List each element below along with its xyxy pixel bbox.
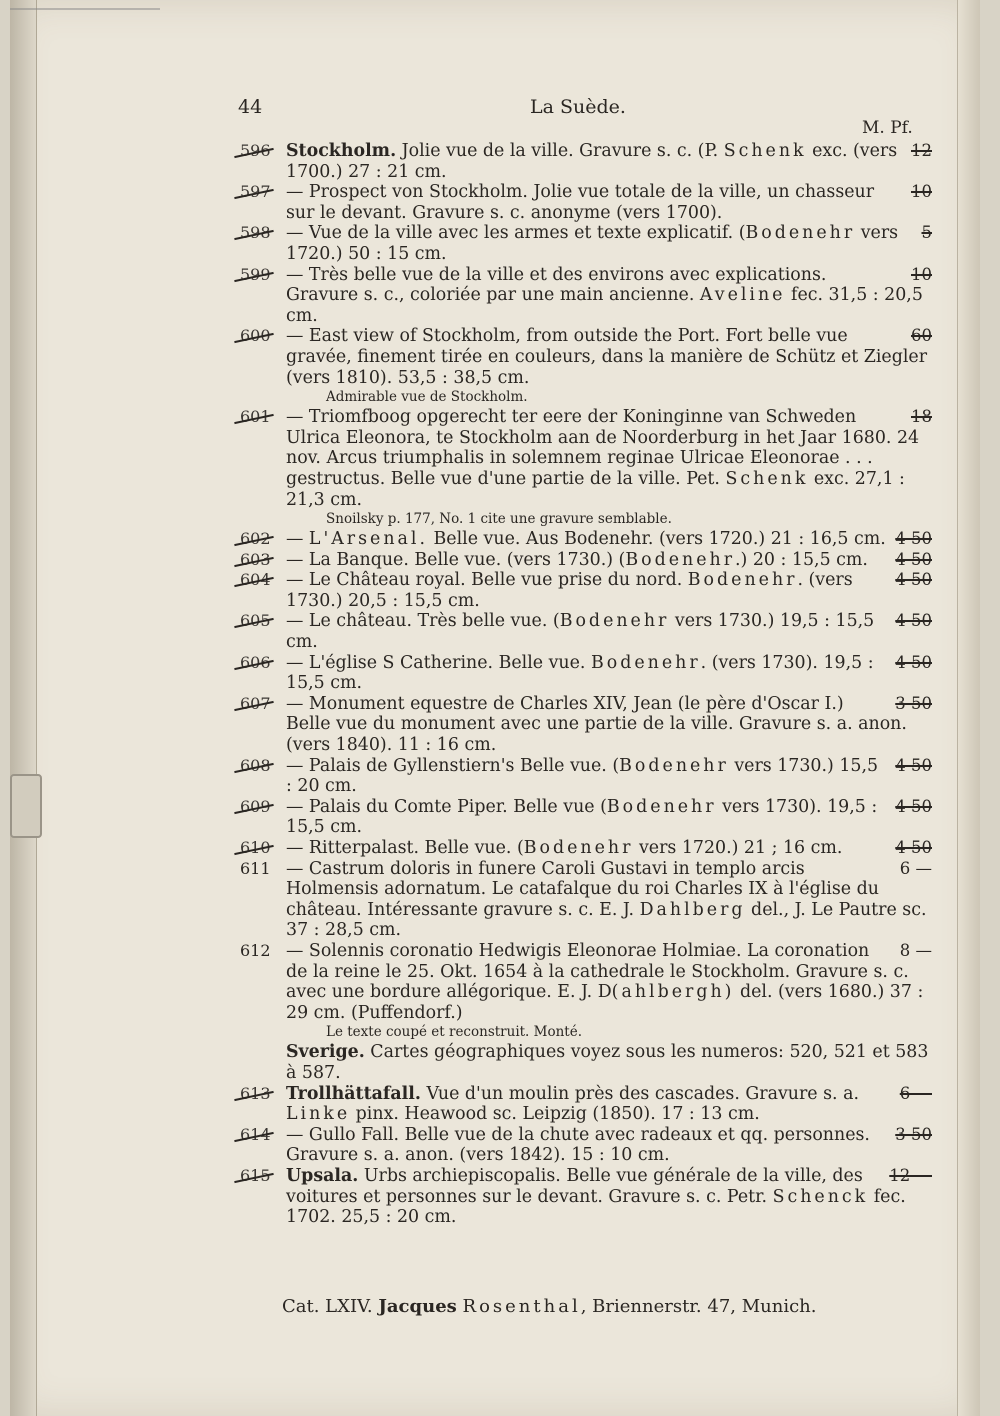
catalog-entry <box>240 940 932 1023</box>
entry-note: Snoilsky p. 177, No. 1 cite une gravure semblable. <box>326 511 672 528</box>
entry-text: Palais de Gyllenstiern's Belle vue. ( <box>308 755 620 776</box>
entry-text: Triomfboog opgerecht ter eere der Koninginne van Schweden Ulrica Eleonora, te Stockholm aan de Noorderburg in het Jaar 1680. 24 nov. Arcus triumphalis in solemnem reginae Ulricae Eleonorae . . . gestructus. Belle vue d'une partie de la ville. Pet. <box>286 407 920 489</box>
catalog-entry <box>240 652 932 694</box>
entry-dash: — <box>286 755 309 776</box>
entry-name-spaced: Bodenehr <box>687 570 798 591</box>
entry-price: 3 50 <box>895 1124 932 1144</box>
entry-text-end: fec. 1702. 25,5 : 20 cm. <box>286 1186 906 1228</box>
entry-number: 596 <box>240 141 280 162</box>
entry-price: 4 50 <box>895 570 932 590</box>
catalog-entries <box>240 141 932 1228</box>
catalog-entry <box>240 1124 932 1166</box>
entry-name-spaced: Dahlberg <box>639 899 746 920</box>
entry-price: 60 <box>911 326 932 346</box>
catalog-entry <box>240 1083 932 1125</box>
entry-text-end: . (vers 1730.) 20,5 : 15,5 cm. <box>286 570 853 611</box>
entry-name-spaced: L'Arsenal. <box>308 529 428 550</box>
entry-dash: — <box>286 182 309 203</box>
catalog-entry <box>240 796 932 838</box>
catalog-entry <box>240 1165 932 1228</box>
catalog-entry <box>240 141 932 182</box>
entry-text-end: vers 1730.) 15,5 : 20 cm. <box>286 755 879 797</box>
catalog-entry <box>240 529 932 550</box>
entry-price: 10 <box>911 182 932 202</box>
entry-text: Palais du Comte Piper. Belle vue ( <box>308 796 607 817</box>
entry-text: Gullo Fall. Belle vue de la chute avec radeaux et qq. personnes. Gravure s. a. anon. (vers 1842). 15 : 10 cm. <box>286 1124 870 1166</box>
catalog-entry <box>240 223 932 264</box>
catalog-entry <box>240 407 932 510</box>
entry-price: 5 <box>921 223 932 243</box>
page-edge <box>957 0 980 1416</box>
entry-note: Le texte coupé et reconstruit. Monté. <box>326 1024 582 1041</box>
entry-dash: — <box>286 407 309 428</box>
entry-number: 601 <box>240 407 280 428</box>
catalog-number: Cat. LXIV. <box>282 1296 373 1317</box>
price-column-heading: M. Pf. <box>862 118 913 138</box>
entry-text-end: vers 1720.) 21 ; 16 cm. <box>633 838 843 858</box>
entry-dash: — <box>286 529 309 550</box>
catalog-entry <box>240 838 932 859</box>
entry-text: L'église S Catherine. Belle vue. <box>308 652 591 673</box>
entry-price: 18 <box>911 407 932 427</box>
entry-dash: — <box>286 611 309 632</box>
entry-number: 598 <box>240 223 280 244</box>
entry-text-end: Belle vue. Aus Bodenehr. (vers 1720.) 21 : 16,5 cm. <box>428 529 886 550</box>
entry-number: 607 <box>240 694 280 715</box>
entry-number: 608 <box>240 756 280 777</box>
entry-text: Castrum doloris in funere Caroli Gustavi in templo arcis Holmensis adornatum. Le catafalque du roi Charles IX à l'église du château. Intéressante gravure s. c. E. J. <box>286 858 879 920</box>
entry-dash: — <box>286 549 309 570</box>
entry-number: 609 <box>240 797 280 818</box>
entry-dash: — <box>286 693 309 714</box>
entry-price: 12 — <box>889 1165 932 1185</box>
entry-heading: Trollhättafall. <box>286 1083 421 1104</box>
entry-dash: — <box>286 223 309 244</box>
entry-text-end: del., J. Le Pautre sc. 37 : 28,5 cm. <box>286 899 927 941</box>
catalog-entry <box>240 326 932 388</box>
catalog-entry <box>240 611 932 653</box>
top-mark <box>10 0 160 10</box>
entry-dash: — <box>286 838 309 858</box>
entry-price: 6 — <box>899 858 932 878</box>
entry-number: 611 <box>240 858 271 878</box>
entry-name-spaced: Schenk <box>723 141 807 161</box>
entry-name-spaced: Schenk <box>725 468 809 489</box>
entry-text-end: vers 1730.) 19,5 : 15,5 cm. <box>286 611 875 653</box>
entry-note: Admirable vue de Stockholm. <box>326 389 528 406</box>
entry-dash: — <box>286 570 309 591</box>
catalog-entry <box>240 858 932 941</box>
entry-price: 10 <box>911 264 932 284</box>
entry-text: Ritterpalast. Belle vue. ( <box>308 838 524 858</box>
entry-text: Vue de la ville avec les armes et texte explicatif. ( <box>308 223 746 244</box>
entry-name-spaced: Bodenehr <box>625 549 736 570</box>
entry-name-spaced: (ahlbergh) <box>611 982 735 1003</box>
entry-number: 606 <box>240 653 280 674</box>
entry-number: 615 <box>240 1166 280 1187</box>
entry-name-spaced: Bodenehr <box>559 611 670 632</box>
entry-price: 4 50 <box>895 796 932 816</box>
entry-dash: — <box>286 264 309 285</box>
entry-number: 599 <box>240 265 280 286</box>
entry-name-spaced: Linke <box>286 1104 351 1125</box>
entry-dash: — <box>286 858 309 879</box>
entry-dash: — <box>286 796 309 817</box>
entry-heading: Upsala. <box>286 1165 359 1186</box>
entry-text: Le château. Très belle vue. ( <box>308 611 560 632</box>
entry-price: 4 50 <box>895 611 932 631</box>
entry-price: 4 50 <box>895 755 932 775</box>
catalog-entry <box>240 570 932 611</box>
entry-text: La Banque. Belle vue. (vers 1730.) ( <box>308 549 626 570</box>
entry-text-end: vers 1730). 19,5 : 15,5 cm. <box>286 796 878 838</box>
entry-text-end: fec. 31,5 : 20,5 cm. <box>286 285 923 326</box>
entry-name-spaced: Bodenehr <box>745 223 856 244</box>
entry-price: 4 50 <box>895 529 932 549</box>
page-number: 44 <box>238 96 263 118</box>
entry-number: 605 <box>240 611 280 632</box>
entry-price: 8 — <box>899 940 932 960</box>
entry-heading: Stockholm. <box>286 141 397 161</box>
entry-text: Prospect von Stockholm. Jolie vue totale de la ville, un chasseur sur le devant. Gravure s. c. anonyme (vers 1700). <box>286 182 875 223</box>
entry-text-end: exc. (vers 1700.) 27 : 21 cm. <box>286 141 898 182</box>
catalog-entry <box>240 182 932 223</box>
entry-text-end: vers 1720.) 50 : 15 cm. <box>286 223 899 264</box>
page-title: La Suède. <box>530 96 626 118</box>
entry-number: 604 <box>240 570 280 591</box>
entry-number: 597 <box>240 182 280 203</box>
entry-text: Urbs archiepiscopalis. Belle vue générale de la ville, des voitures et personnes sur le devant. Gravure s. c. Petr. <box>286 1165 863 1207</box>
catalog-entry <box>240 693 932 756</box>
entry-name-spaced: Bodenehr <box>590 652 701 673</box>
entry-text: Vue d'un moulin près des cascades. Gravure s. a. <box>420 1083 859 1104</box>
catalog-entry <box>286 1042 932 1083</box>
entry-text: Cartes géographiques voyez sous les numeros: 520, 521 et 583 à 587. <box>286 1042 929 1083</box>
entry-dash: — <box>286 940 309 961</box>
entry-text: Très belle vue de la ville et des environs avec explications. Gravure s. c., coloriée par une main ancienne. <box>286 264 827 306</box>
binder-clip <box>10 774 42 838</box>
entry-heading: Sverige. <box>286 1042 365 1063</box>
entry-price: 4 50 <box>895 652 932 672</box>
page-header <box>0 96 1000 122</box>
entry-text: East view of Stockholm, from outside the Port. Fort belle vue gravée, finement tirée en couleurs, dans la manière de Schütz et Ziegler (vers 1810). 53,5 : 38,5 cm. <box>286 326 928 388</box>
entry-dash: — <box>286 1124 309 1145</box>
entry-number: 613 <box>240 1084 280 1105</box>
entry-number: 602 <box>240 529 280 550</box>
entry-text: Jolie vue de la ville. Gravure s. c. (P. <box>396 141 724 161</box>
catalog-entry <box>240 549 932 571</box>
entry-price: 4 50 <box>895 838 932 857</box>
entry-price: 12 <box>911 141 932 160</box>
entry-number: 612 <box>240 940 271 960</box>
entry-name-spaced: Bodenehr <box>606 796 717 817</box>
entry-dash: — <box>286 326 309 347</box>
entry-name-spaced: Bodenehr <box>619 755 729 776</box>
book-spine <box>10 0 37 1416</box>
entry-text: Monument equestre de Charles XIV, Jean (le père d'Oscar I.) Belle vue du monument avec une partie de la ville. Gravure s. a. anon. (vers 1840). 11 : 16 cm. <box>286 693 907 756</box>
entry-text-end: del. (vers 1680.) 37 : 29 cm. (Puffendorf.) <box>286 982 924 1023</box>
entry-text-end: pinx. Heawood sc. Leipzig (1850). 17 : 13 cm. <box>350 1104 760 1125</box>
dealer-first-name: Jacques <box>378 1296 457 1317</box>
entry-name-spaced: Schenck <box>772 1186 869 1207</box>
dealer-address: , Briennerstr. 47, Munich. <box>580 1296 817 1317</box>
entry-name-spaced: Bodenehr <box>523 838 634 858</box>
entry-price: 3 50 <box>895 693 932 713</box>
catalog-entry <box>240 755 932 797</box>
entry-number: 610 <box>240 838 280 859</box>
entry-text: Solennis coronatio Hedwigis Eleonorae Holmiae. La coronation de la reine le 25. Okt. 1654 à la cathedrale le Stockholm. Gravure s. c. avec une bordure allégorique. E. J. D <box>286 940 909 1003</box>
entry-text: Le Château royal. Belle vue prise du nord. <box>308 570 688 591</box>
entry-text-end: .) 20 : 15,5 cm. <box>735 549 868 570</box>
entry-number: 600 <box>240 326 280 347</box>
entry-name-spaced: Aveline <box>699 285 786 306</box>
entry-dash: — <box>286 652 309 673</box>
entry-price: 6 — <box>899 1083 932 1103</box>
entry-text-end: exc. 27,1 : 21,3 cm. <box>286 468 905 510</box>
catalog-entry <box>240 264 932 327</box>
entry-number: 603 <box>240 550 280 571</box>
entry-price: 4 50 <box>895 549 932 569</box>
entry-text-end: . (vers 1730). 19,5 : 15,5 cm. <box>286 652 874 694</box>
dealer-last-name: Rosenthal <box>462 1296 581 1317</box>
entry-number: 614 <box>240 1125 280 1146</box>
page-footer <box>282 1296 817 1317</box>
